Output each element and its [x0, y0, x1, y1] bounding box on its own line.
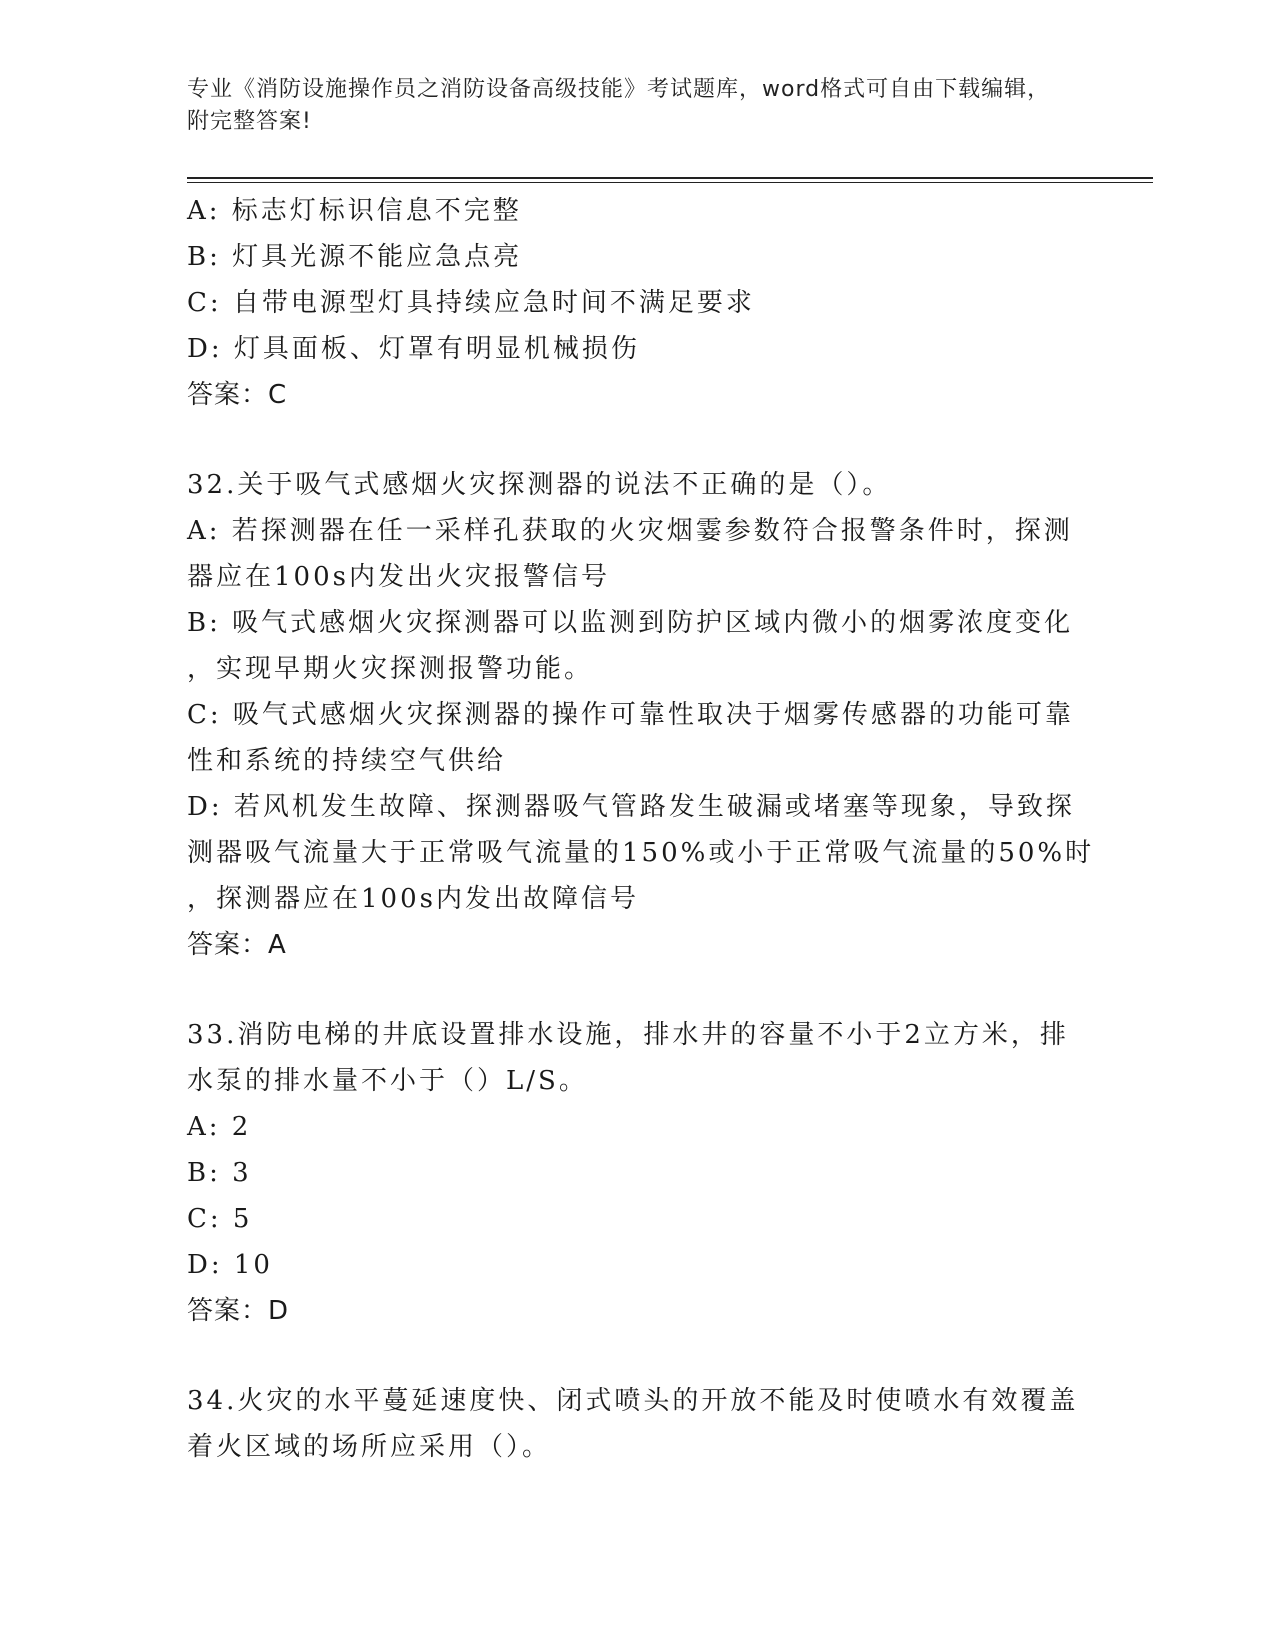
- option-d: D: 灯具面板、灯罩有明显机械损伤: [187, 334, 640, 364]
- answer-31: 答案：C: [187, 380, 288, 410]
- question-stem-line-1: 33.消防电梯的井底设置排水设施，排水井的容量不小于2立方米，排: [187, 1020, 1069, 1050]
- option-d-line-1: D: 若风机发生故障、探测器吸气管路发生破漏或堵塞等现象，导致探: [187, 792, 1075, 822]
- option-b: B: 灯具光源不能应急点亮: [187, 242, 523, 272]
- option-b: B: 3: [187, 1158, 252, 1188]
- option-b-line-1: B: 吸气式感烟火灾探测器可以监测到防护区域内微小的烟雾浓度变化: [187, 608, 1074, 638]
- header-divider-thin: [187, 182, 1153, 183]
- option-a-line-2: 器应在100s内发出火灾报警信号: [187, 562, 610, 592]
- option-c: C: 自带电源型灯具持续应急时间不满足要求: [187, 288, 755, 318]
- option-b-line-2: ，实现早期火灾探测报警功能。: [187, 654, 594, 684]
- option-c-line-1: C: 吸气式感烟火灾探测器的操作可靠性取决于烟雾传感器的功能可靠: [187, 700, 1074, 730]
- document-header: 专业《消防设施操作员之消防设备高级技能》考试题库，word格式可自由下载编辑，附完整答案!: [187, 77, 1051, 134]
- option-c: C: 5: [187, 1204, 253, 1234]
- question-31: [187, 188, 1082, 418]
- option-d: D: 10: [187, 1250, 273, 1280]
- question-stem-line-2: 水泵的排水量不小于（）L/S。: [187, 1066, 588, 1096]
- option-a-line-1: A: 若探测器在任一采样孔获取的火灾烟霎参数符合报警条件时，探测: [187, 516, 1073, 546]
- option-d-line-3: ，探测器应在100s内发出故障信号: [187, 884, 639, 914]
- question-stem-line-1: 34.火灾的水平蔓延速度快、闭式喷头的开放不能及时使喷水有效覆盖: [187, 1386, 1079, 1416]
- question-list: [187, 188, 1095, 1470]
- answer-33: 答案：D: [187, 1296, 290, 1326]
- question-stem: 32.关于吸气式感烟火灾探测器的说法不正确的是（）。: [187, 470, 892, 500]
- question-32: [187, 462, 1095, 968]
- option-d-line-2: 测器吸气流量大于正常吸气流量的150%或小于正常吸气流量的50%时: [187, 838, 1095, 868]
- option-c-line-2: 性和系统的持续空气供给: [187, 746, 507, 776]
- option-a: A: 2: [187, 1112, 252, 1142]
- question-33: [187, 1012, 1082, 1334]
- question-stem-line-2: 着火区域的场所应采用（）。: [187, 1432, 552, 1462]
- option-a: A: 标志灯标识信息不完整: [187, 196, 522, 226]
- question-34: [187, 1378, 1082, 1470]
- header-divider-thick: [187, 177, 1153, 179]
- answer-32: 答案：A: [187, 930, 287, 960]
